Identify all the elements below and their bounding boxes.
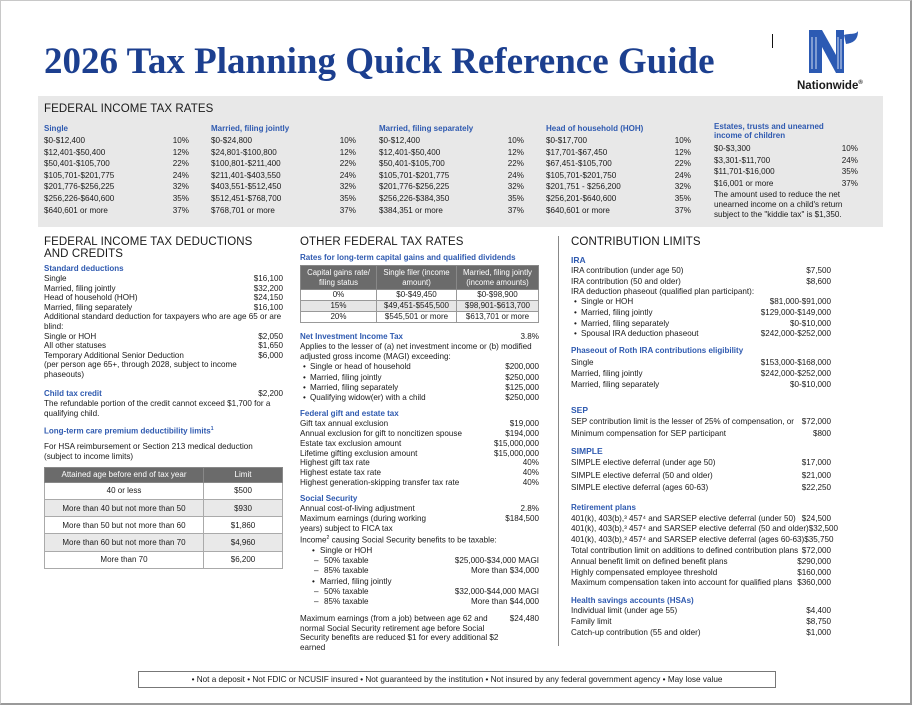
table-cell: $0-$49,450 [377, 290, 457, 301]
table-row [45, 517, 283, 534]
row-item: Married, filing separately $16,100 [44, 302, 283, 312]
gift-estate-label: Federal gift and estate tax [300, 409, 399, 419]
rates-hoh-label: Head of household (HOH) [546, 124, 644, 133]
senior-deduction-note: (per person age 65+, through 2028, subject to income phaseouts) [44, 360, 237, 379]
table-cell: $0-$98,900 [457, 290, 539, 301]
retirement-plans-label: Retirement plans [571, 502, 636, 512]
cg-rate-header: Capital gains rate/ filing status [301, 266, 377, 290]
row-item: $512,451-$768,700 35% [211, 193, 356, 203]
row-item: Total contribution limit on additions to defined contribution plans $72,000 [571, 545, 831, 555]
ltc-age-header: Attained age before end of tax year [45, 467, 204, 482]
table-row [45, 482, 283, 499]
brand-name: Nationwide® [797, 80, 863, 92]
row-item: $17,701-$67,450 12% [546, 147, 691, 157]
ltc-limits-table [44, 467, 283, 569]
row-item: Single or HOH $2,050 [44, 331, 283, 341]
niit-text: Applies to the lesser of (a) net investment income or (b) modified adjusted gross income (MAGI) exceeding: [300, 342, 532, 361]
table-cell: 0% [301, 290, 377, 301]
row-item: – 85% taxable More than $44,000 [300, 597, 539, 607]
row-item: All other statuses $1,650 [44, 341, 283, 351]
row-item: Single $16,100 [44, 274, 283, 283]
table-cell: $545,501 or more [377, 312, 457, 323]
ss-single-label: • Single or HOH [300, 546, 539, 556]
row-item: $105,701-$201,750 24% [546, 170, 691, 180]
text-cursor [772, 34, 773, 48]
row-item: • Spousal IRA deduction phaseout $242,000-$252,000 [571, 329, 831, 340]
row-item: $105,701-$201,775 24% [379, 170, 524, 180]
social-security-label: Social Security [300, 493, 358, 503]
rates-mfj-column [211, 124, 356, 216]
deductions-section [44, 236, 283, 569]
contribution-limits-section [571, 236, 838, 639]
other-rates-section [300, 236, 539, 653]
row-item: $384,351 or more 37% [379, 205, 524, 215]
table-cell: 15% [301, 301, 377, 312]
simple-label: SIMPLE [571, 446, 603, 457]
rates-mfs-column [379, 124, 524, 216]
row-item: SEP contribution limit is the lesser of 25% of compensation, or $72,000 [571, 417, 831, 427]
row-item: – 50% taxable $25,000-$34,000 MAGI [300, 556, 539, 566]
row-item: Gift tax annual exclusion $19,000 [300, 419, 539, 429]
row-item: $256,226-$384,350 35% [379, 193, 524, 203]
table-cell: $500 [204, 482, 283, 499]
table-cell: More than 60 but not more than 70 [45, 534, 204, 551]
row-item: $403,551-$512,450 32% [211, 182, 356, 192]
ss-cola-row: Annual cost-of-living adjustment 2.8% [300, 503, 539, 513]
ss-income-text: Income$^2$ causing Social Security benefits to be taxable: [300, 535, 497, 546]
row-item: Lifetime gifting exclusion amount $15,000,000 [300, 448, 539, 458]
table-cell: $4,960 [204, 534, 283, 551]
row-item: $256,226-$640,600 35% [44, 193, 189, 203]
row-item: Single $153,000-$168,000 [571, 357, 831, 367]
row-item: Minimum compensation for SEP participant $800 [571, 429, 831, 439]
table-row [45, 534, 283, 551]
row-item: $105,701-$201,775 24% [44, 170, 189, 180]
deductions-heading-2: AND CREDITS [44, 248, 124, 260]
table-cell: $49,451-$545,500 [377, 301, 457, 312]
row-item: $12,401-$50,400 12% [44, 147, 189, 157]
capital-gains-label: Rates for long-term capital gains and qualified dividends [300, 253, 516, 262]
ss-mfj-label: • Married, filing jointly [300, 577, 539, 587]
row-item: 401(k), 403(b),³ 457⁴ and SARSEP elective deferral (under 50) $24,500 [571, 513, 831, 523]
row-item: $50,401-$105,700 22% [379, 159, 524, 169]
row-item: $0-$17,700 10% [546, 136, 691, 145]
row-item: • Married, filing jointly $250,000 [300, 373, 539, 383]
row-item: $50,401-$105,700 22% [44, 159, 189, 169]
table-cell: $930 [204, 499, 283, 516]
row-item: $768,701 or more 37% [211, 205, 356, 215]
row-item: $3,301-$11,700 24% [714, 155, 858, 165]
row-item: Married, filing jointly $32,200 [44, 283, 283, 293]
table-row [45, 551, 283, 568]
rates-estates-column [714, 123, 858, 219]
other-rates-heading: OTHER FEDERAL TAX RATES [300, 236, 464, 248]
row-item: IRA contribution (under age 50) $7,500 [571, 266, 831, 275]
row-item: Married, filing jointly $242,000-$252,000 [571, 368, 831, 378]
row-item: $211,401-$403,550 24% [211, 170, 356, 180]
roth-label: Phaseout of Roth IRA contributions eligibility [571, 345, 744, 355]
ltc-limit-header: Limit [204, 467, 283, 482]
table-cell: 20% [301, 312, 377, 323]
row-item: – 50% taxable $32,000-$44,000 MAGI [300, 587, 539, 597]
table-cell: More than 50 but not more than 60 [45, 517, 204, 534]
niit-row: Net Investment Income Tax 3.8% [300, 332, 539, 341]
row-item: $640,601 or more 37% [546, 205, 691, 215]
rates-single-label: Single [44, 124, 69, 133]
row-item: Individual limit (under age 55) $4,400 [571, 606, 831, 616]
row-item: $256,201-$640,600 35% [546, 193, 691, 203]
column-divider [558, 236, 559, 646]
table-cell: 40 or less [45, 482, 204, 499]
cg-mfj-header: Married, filing jointly (income amounts) [457, 266, 539, 290]
row-item: 401(k), 403(b),³ 457⁴ and SARSEP elective deferral (ages 60-63) $35,750 [571, 535, 834, 545]
row-item: $0-$24,800 10% [211, 136, 356, 145]
ltc-note: For HSA reimbursement or Section 213 medical deduction (subject to income limits) [44, 441, 253, 461]
row-item: Head of household (HOH) $24,150 [44, 293, 283, 303]
kiddie-tax-note: The amount used to reduce the net unearned income on a child's return subject to the "kiddie tax" is $1,350. [714, 190, 843, 219]
row-item: $11,701-$16,000 35% [714, 167, 858, 177]
ss-earnings-test-row: Maximum earnings (from a job) between age 62 and normal Social Security retirement age before Social Security benefits are reduced $1 for every additional $2 earned $24,480 [300, 614, 539, 653]
row-item: Married, filing separately $0-$10,000 [571, 380, 831, 390]
income-tax-rates-heading: FEDERAL INCOME TAX RATES [44, 103, 214, 115]
row-item: Highest gift tax rate 40% [300, 458, 539, 468]
senior-deduction-row: Temporary Additional Senior Deduction $6,000 [44, 350, 283, 360]
cg-single-header: Single filer (income amount) [377, 266, 457, 290]
table-cell: $1,860 [204, 517, 283, 534]
row-item: $640,601 or more 37% [44, 205, 189, 215]
row-item: • Single or head of household $200,000 [300, 362, 539, 372]
standard-deductions-label: Standard deductions [44, 264, 124, 273]
row-item: Highest estate tax rate 40% [300, 468, 539, 478]
rates-estates-label: Estates, trusts and unearned income of children [714, 122, 824, 140]
row-item: Annual exclusion for gift to noncitizen spouse $194,000 [300, 429, 539, 438]
row-item: • Married, filing jointly $129,000-$149,000 [571, 308, 831, 319]
row-item: 401(k), 403(b),³ 457⁴ and SARSEP elective deferral (50 and older) $32,500 [571, 524, 838, 534]
ira-phaseout-text: IRA deduction phaseout (qualified plan participant): [571, 287, 755, 297]
sep-label: SEP [571, 405, 589, 416]
row-item: IRA contribution (50 and older) $8,600 [571, 276, 831, 286]
child-tax-credit-note: The refundable portion of the credit cannot exceed $1,700 for a qualifying child. [44, 398, 271, 418]
row-item: Annual benefit limit on defined benefit plans $290,000 [571, 556, 831, 566]
row-item: $0-$12,400 10% [44, 136, 189, 145]
rates-single-column [44, 124, 189, 216]
deductions-heading: FEDERAL INCOME TAX DEDUCTIONS [44, 236, 253, 248]
disclosure-footer: • Not a deposit • Not FDIC or NCUSIF insured • Not guaranteed by the institution • Not insured by any federal government agency • May lose value [138, 671, 776, 688]
child-tax-credit-row: Child tax credit $2,200 [44, 388, 283, 398]
rates-hoh-column [546, 124, 691, 216]
row-item: $100,801-$211,400 22% [211, 159, 356, 169]
row-item: • Qualifying widow(er) with a child $250,000 [300, 393, 539, 403]
table-row [301, 312, 539, 323]
row-item: $12,401-$50,400 12% [379, 147, 524, 157]
row-item: Highly compensated employee threshold $160,000 [571, 567, 831, 577]
row-item: • Single or HOH $81,000-$91,000 [571, 297, 831, 308]
row-item: $24,801-$100,800 12% [211, 147, 356, 157]
ltc-label: Long-term care premium deductibility limits$^1$ [44, 426, 214, 436]
capital-gains-table [300, 265, 539, 323]
row-item: $16,001 or more 37% [714, 178, 858, 188]
page-title: 2026 Tax Planning Quick Reference Guide [44, 41, 715, 82]
table-cell: $6,200 [204, 551, 283, 568]
row-item: $0-$12,400 10% [379, 136, 524, 145]
table-row [301, 301, 539, 312]
row-item: Catch-up contribution (55 and older) $1,000 [571, 627, 831, 637]
row-item: SIMPLE elective deferral (50 and older) $21,000 [571, 470, 831, 480]
row-item: $201,776-$256,225 32% [44, 182, 189, 192]
row-item: • Married, filing separately $0-$10,000 [571, 319, 831, 330]
ira-label: IRA [571, 255, 586, 265]
row-item: • Married, filing separately $125,000 [300, 383, 539, 393]
row-item: Maximum compensation taken into account for qualified plans $360,000 [571, 578, 831, 588]
row-item: Highest generation-skipping transfer tax rate 40% [300, 477, 539, 487]
row-item: $201,776-$256,225 32% [379, 182, 524, 192]
hsa-label: Health savings accounts (HSAs) [571, 596, 694, 606]
table-cell: $98,901-$613,700 [457, 301, 539, 312]
row-item: SIMPLE elective deferral (under age 50) $17,000 [571, 458, 831, 468]
row-item: SIMPLE elective deferral (ages 60-63) $22,250 [571, 483, 831, 493]
row-item: – 85% taxable More than $34,000 [300, 566, 539, 576]
row-item: $0-$3,300 10% [714, 144, 858, 153]
contribution-limits-heading: CONTRIBUTION LIMITS [571, 236, 701, 248]
table-cell: More than 40 but not more than 50 [45, 499, 204, 516]
table-row [301, 290, 539, 301]
rates-mfs-label: Married, filing separately [379, 124, 474, 133]
row-item: $67,451-$105,700 22% [546, 159, 691, 169]
ss-max-earnings-row: Maximum earnings (during working years) subject to FICA tax $184,500 [300, 514, 539, 533]
additional-deduction-text: Additional standard deduction for taxpayers who are age 65 or are blind: [44, 312, 282, 331]
row-item: Estate tax exclusion amount $15,000,000 [300, 438, 539, 448]
table-cell: $613,701 or more [457, 312, 539, 323]
table-cell: More than 70 [45, 551, 204, 568]
table-row [45, 499, 283, 516]
row-item: $201,751 - $256,200 32% [546, 182, 691, 192]
rates-mfj-label: Married, filing jointly [211, 124, 290, 133]
row-item: Family limit $8,750 [571, 616, 831, 626]
nationwide-eagle-logo-icon [806, 27, 860, 77]
